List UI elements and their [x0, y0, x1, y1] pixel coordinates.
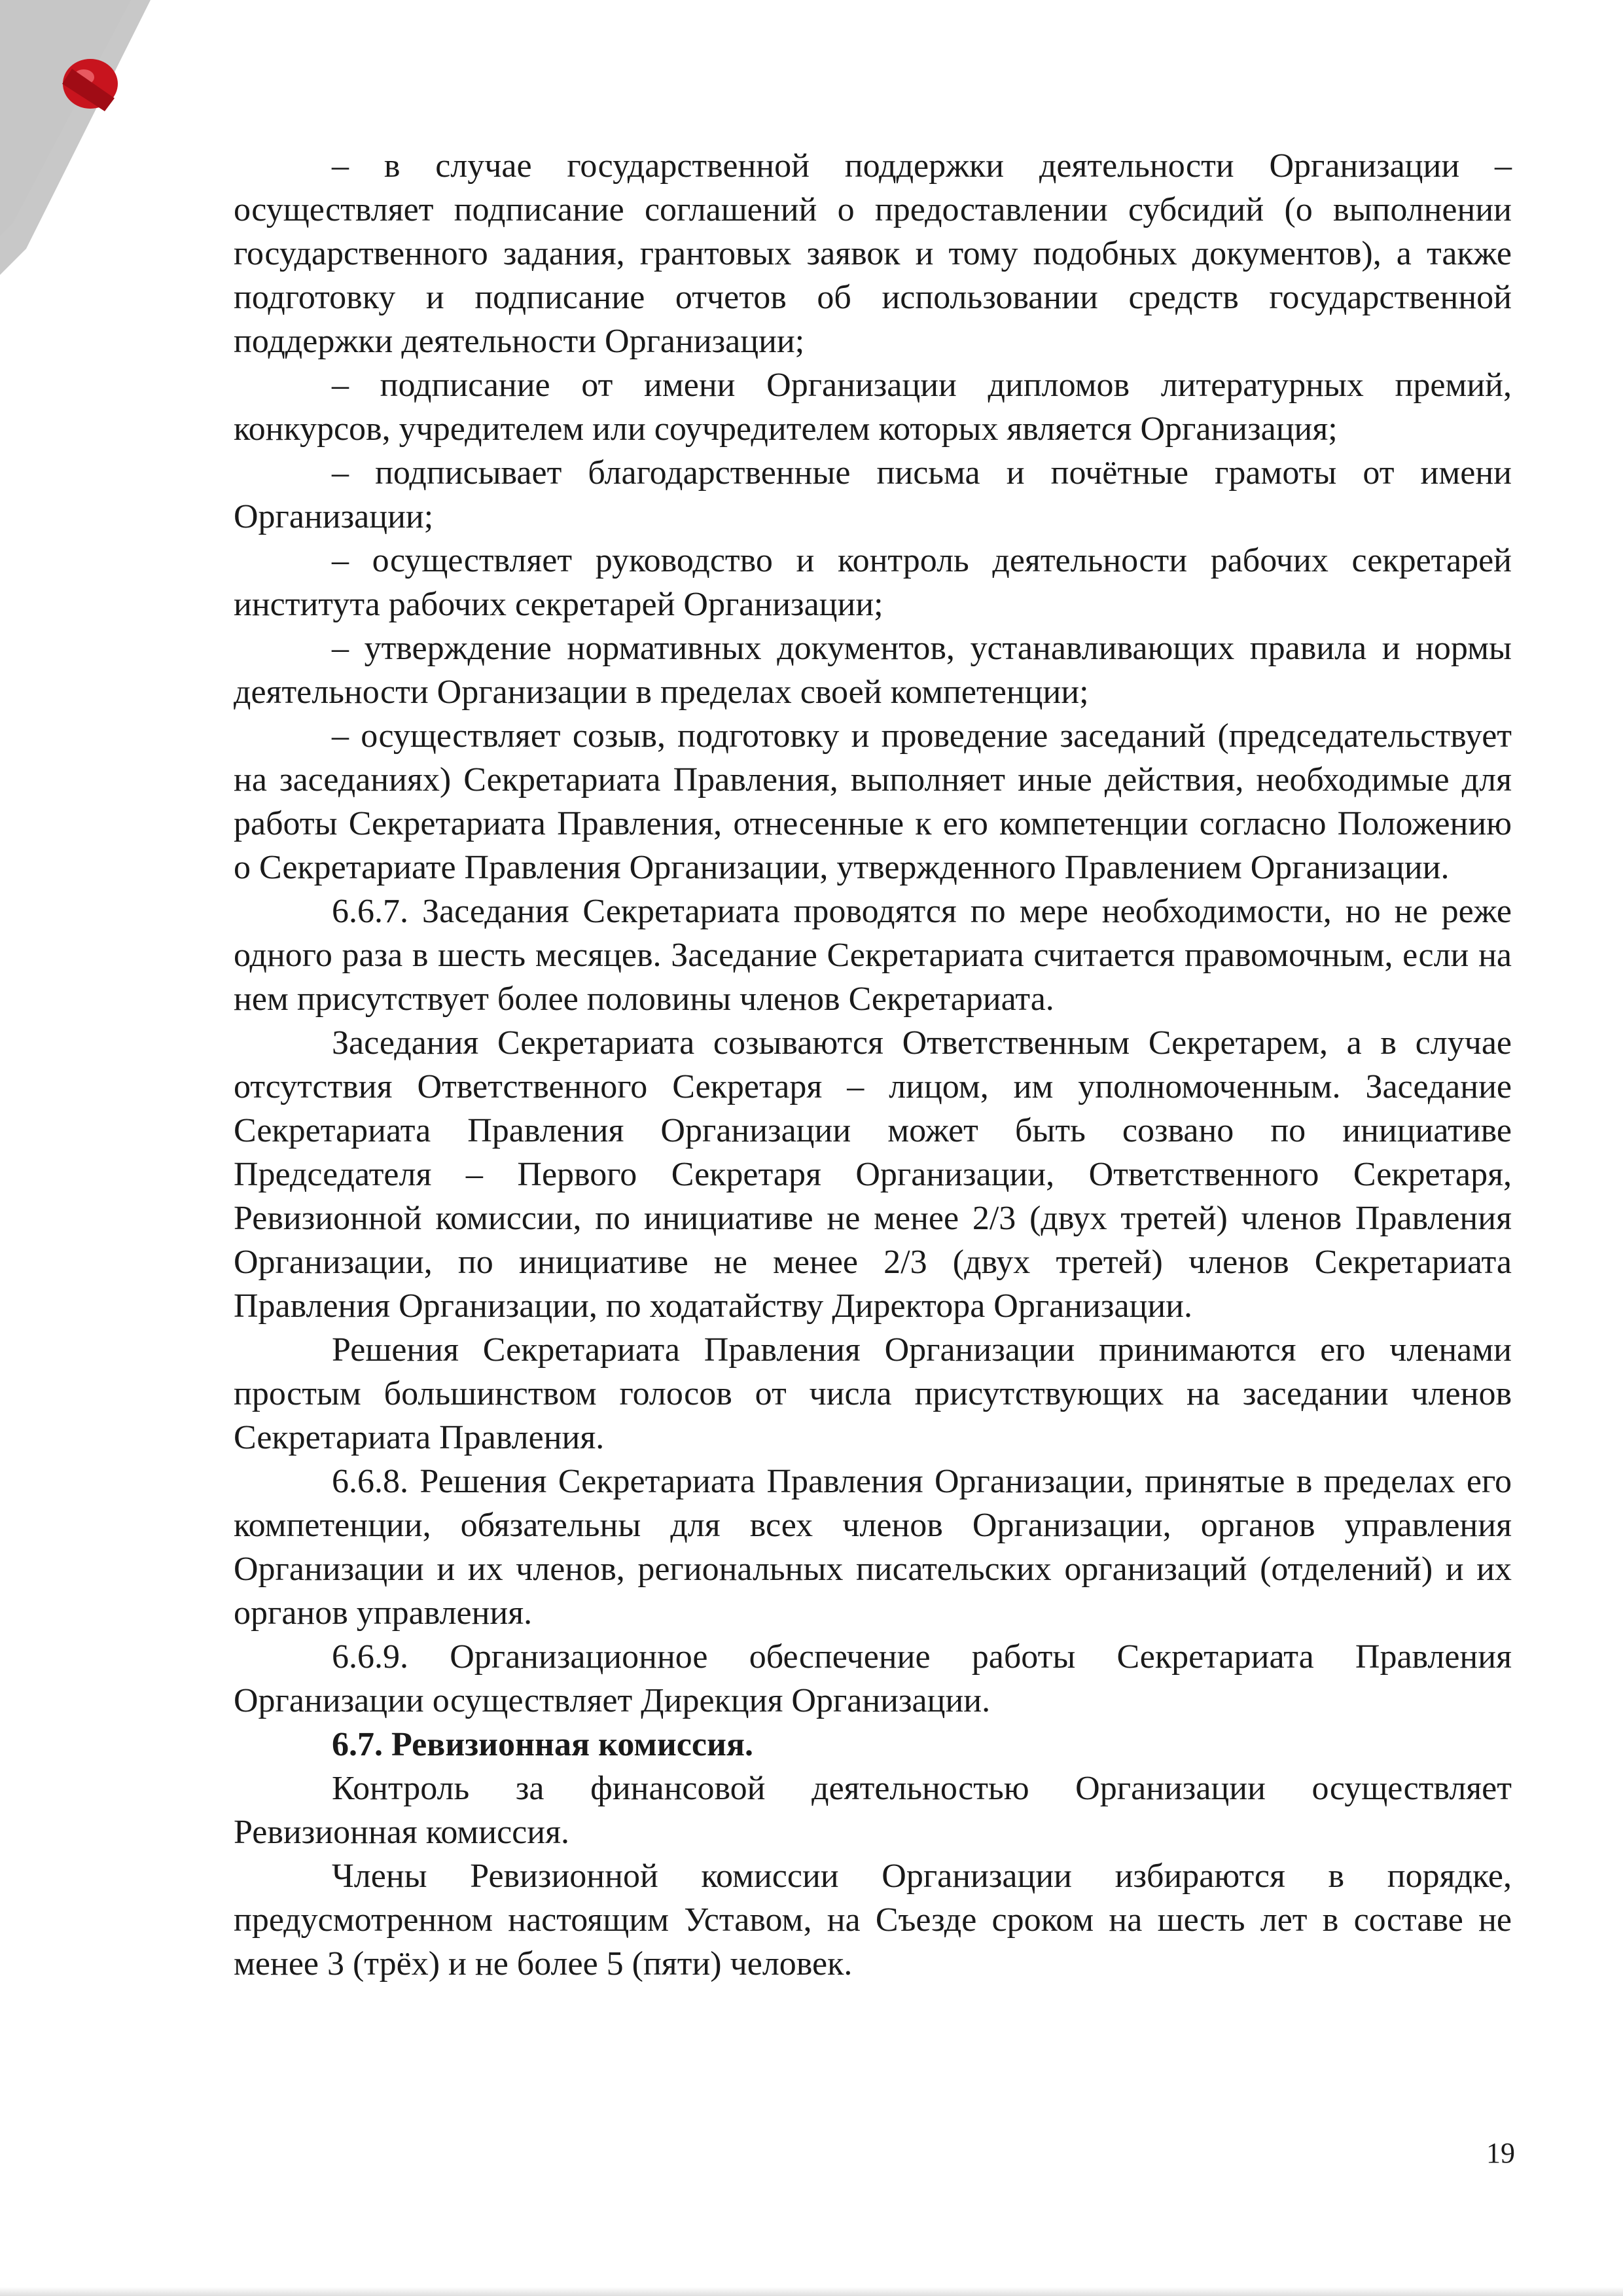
paragraph: Решения Секретариата Правления Организации принимаются его членами простым большинством голосов от числа присутствующих на заседании членов Секретариата Правления.	[234, 1331, 1512, 1456]
paragraph: – подписывает благодарственные письма и почётные грамоты от имени Организации;	[234, 454, 1512, 535]
red-pin-mark	[0, 0, 170, 275]
paragraph: – осуществляет созыв, подготовку и проведение заседаний (председательствует на заседаниях) Секретариата Правления, выполняет иные действия, необходимые для работы Секретариата Правления, отнесенные к его компетенции согласно Положению о Секретариате Правления Организации, утвержденного Правлением Организации.	[234, 717, 1512, 886]
paragraph: – утверждение нормативных документов, устанавливающих правила и нормы деятельности Организации в пределах своей компетенции;	[234, 630, 1512, 711]
paragraph: – в случае государственной поддержки деятельности Организации – осуществляет подписание соглашений о предоставлении субсидий (о выполнении государственного задания, грантовых заявок и тому подобных документов), а также подготовку и подписание отчетов об использовании средств государственной поддержки деятельности Организации;	[234, 147, 1512, 360]
scan-edge	[0, 2287, 1623, 2296]
paragraph: Члены Ревизионной комиссии Организации избираются в порядке, предусмотренном настоящим Уставом, на Съезде сроком на шесть лет в составе не менее 3 (трёх) и не более 5 (пяти) человек.	[234, 1857, 1512, 1982]
paragraph: Контроль за финансовой деятельностью Организации осуществляет Ревизионная комиссия.	[234, 1770, 1512, 1851]
paragraph: Заседания Секретариата созываются Ответственным Секретарем, а в случае отсутствия Ответственного Секретаря – лицом, им уполномоченным. Заседание Секретариата Правления Организации может быть созвано по инициативе Председателя – Первого Секретаря Организации, Ответственного Секретаря, Ревизионной комиссии, по инициативе не менее 2/3 (двух третей) членов Правления Организации, по инициативе не менее 2/3 (двух третей) членов Секретариата Правления Организации, по ходатайству Директора Организации.	[234, 1024, 1512, 1325]
paragraph: – подписание от имени Организации дипломов литературных премий, конкурсов, учредителем или соучредителем которых является Организация;	[234, 367, 1512, 448]
paragraph: 6.6.7. Заседания Секретариата проводятся по мере необходимости, но не реже одного раза в шесть месяцев. Заседание Секретариата считается правомочным, если на нем присутствует более половины членов Секретариата.	[234, 893, 1512, 1018]
paragraph: 6.6.8. Решения Секретариата Правления Организации, принятые в пределах его компетенции, обязательны для всех членов Организации, органов управления Организации и их членов, региональных писательских организаций (отделений) и их органов управления.	[234, 1463, 1512, 1632]
document-body	[234, 144, 1512, 1986]
section-heading: 6.7. Ревизионная комиссия.	[332, 1726, 754, 1763]
paragraph: 6.6.9. Организационное обеспечение работы Секретариата Правления Организации осуществляет Дирекция Организации.	[234, 1638, 1512, 1719]
page-number: 19	[1486, 2137, 1515, 2169]
paragraph: – осуществляет руководство и контроль деятельности рабочих секретарей института рабочих секретарей Организации;	[234, 542, 1512, 623]
